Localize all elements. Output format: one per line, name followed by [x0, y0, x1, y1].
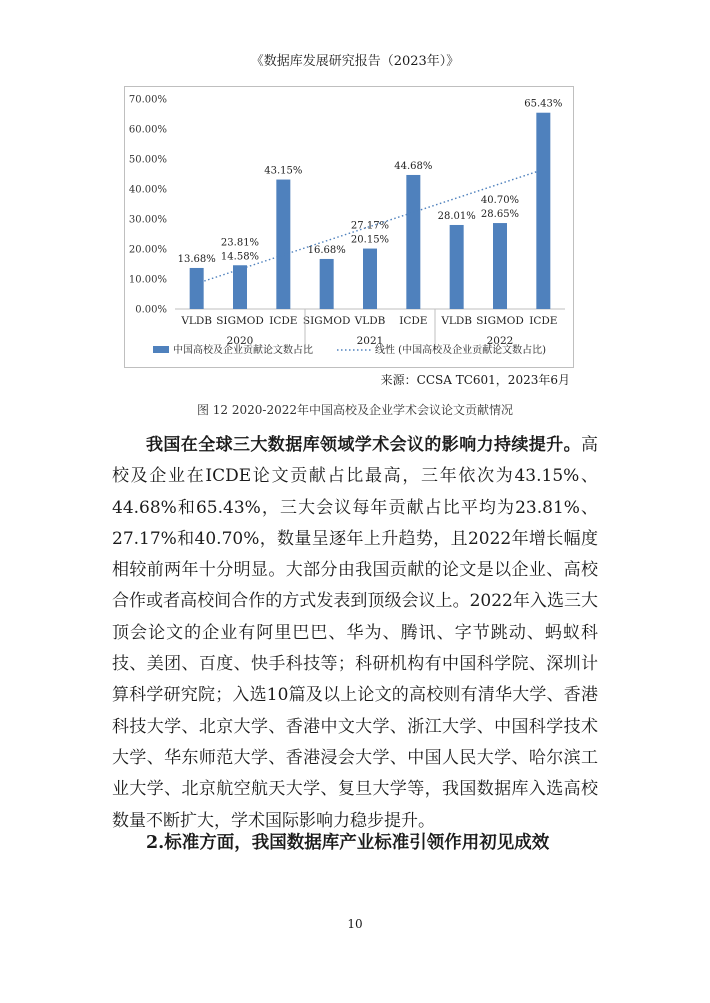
bar: [190, 268, 204, 309]
x-tick-label: ICDE: [399, 315, 428, 327]
y-tick-label: 20.00%: [128, 244, 167, 256]
x-tick-label: ICDE: [269, 315, 298, 327]
data-label: 43.15%: [264, 165, 303, 177]
group-year-label: 2020: [226, 335, 254, 347]
body-paragraph: [112, 430, 598, 837]
bar: [450, 225, 464, 309]
paragraph-body: 高校及企业在ICDE论文贡献占比最高，三年依次为43.15%、44.68%和65.43%，三大会议每年贡献占比平均为23.81%、27.17%和40.70%，数量呈逐年上升趋势，且2022年增长幅度相较前两年十分明显。大部分由我国贡献的论文是以企业、高校合作或者高校间合作的方式发表到顶级会议上。2022年入选三大顶会论文的企业有阿里巴巴、华为、腾讯、字节跳动、蚂蚁科技、美团、百度、快手科技等；科研机构有中国科学院、深圳计算科学研究院；入选10篇及以上论文的高校则有清华大学、香港科技大学、北京大学、香港中文大学、浙江大学、中国科学技术大学、华东师范大学、香港浸会大学、中国人民大学、哈尔滨工业大学、北京航空航天大学、复旦大学等，我国数据库入选高校数量不断扩大，学术国际影响力稳步提升。: [112, 435, 598, 831]
bar: [536, 113, 550, 309]
average-label: 27.17%: [350, 220, 390, 232]
data-label: 28.01%: [437, 210, 476, 222]
legend-label-bars: 中国高校及企业贡献论文数占比: [173, 345, 313, 356]
average-label: 23.81%: [220, 237, 260, 249]
y-tick-label: 0.00%: [135, 304, 167, 316]
chart-container: [124, 86, 574, 368]
bar: [276, 180, 290, 309]
data-label: 65.43%: [524, 98, 563, 110]
x-tick-label: ICDE: [529, 315, 558, 327]
x-tick-label: VLDB: [441, 315, 473, 327]
page-number: 10: [347, 917, 363, 931]
data-label: 20.15%: [350, 234, 390, 246]
chart-source: 来源：CCSA TC601，2023年6月: [380, 373, 570, 387]
y-tick-label: 40.00%: [128, 184, 167, 196]
x-tick-label: SIGMOD: [216, 315, 264, 327]
y-tick-label: 60.00%: [128, 124, 167, 136]
y-tick-label: 70.00%: [128, 94, 167, 106]
y-tick-label: 30.00%: [128, 214, 167, 226]
paragraph-lead: 我国在全球三大数据库领域学术会议的影响力持续提升。: [146, 435, 581, 455]
x-tick-label: SIGMOD: [302, 315, 351, 327]
bar: [320, 259, 334, 309]
bar: [406, 175, 420, 309]
data-label: 14.58%: [220, 251, 260, 263]
legend-label-trendline: 线性 (中国高校及企业贡献论文数占比): [375, 345, 546, 356]
bar: [233, 265, 247, 309]
data-label: 16.68%: [307, 244, 346, 256]
x-tick-label: SIGMOD: [476, 315, 524, 327]
data-label: 28.65%: [480, 209, 520, 221]
group-year-label: 2022: [486, 335, 514, 347]
average-label: 40.70%: [480, 195, 520, 207]
data-label: 44.68%: [394, 160, 433, 172]
x-tick-label: VLDB: [354, 315, 386, 327]
data-label: 13.68%: [177, 253, 216, 265]
bar: [493, 223, 507, 309]
x-tick-label: VLDB: [181, 315, 213, 327]
section-subheading: 2.标准方面，我国数据库产业标准引领作用初见成效: [146, 833, 550, 853]
bar-chart: [125, 87, 573, 367]
y-tick-label: 10.00%: [128, 274, 167, 286]
legend-swatch-bars: [153, 346, 169, 353]
group-year-label: 2021: [356, 335, 384, 347]
figure-caption: 图 12 2020-2022年中国高校及企业学术会议论文贡献情况: [196, 403, 514, 417]
page-header: 《数据库发展研究报告（2023年）》: [250, 54, 460, 69]
bar: [363, 249, 377, 309]
y-tick-label: 50.00%: [128, 154, 167, 166]
